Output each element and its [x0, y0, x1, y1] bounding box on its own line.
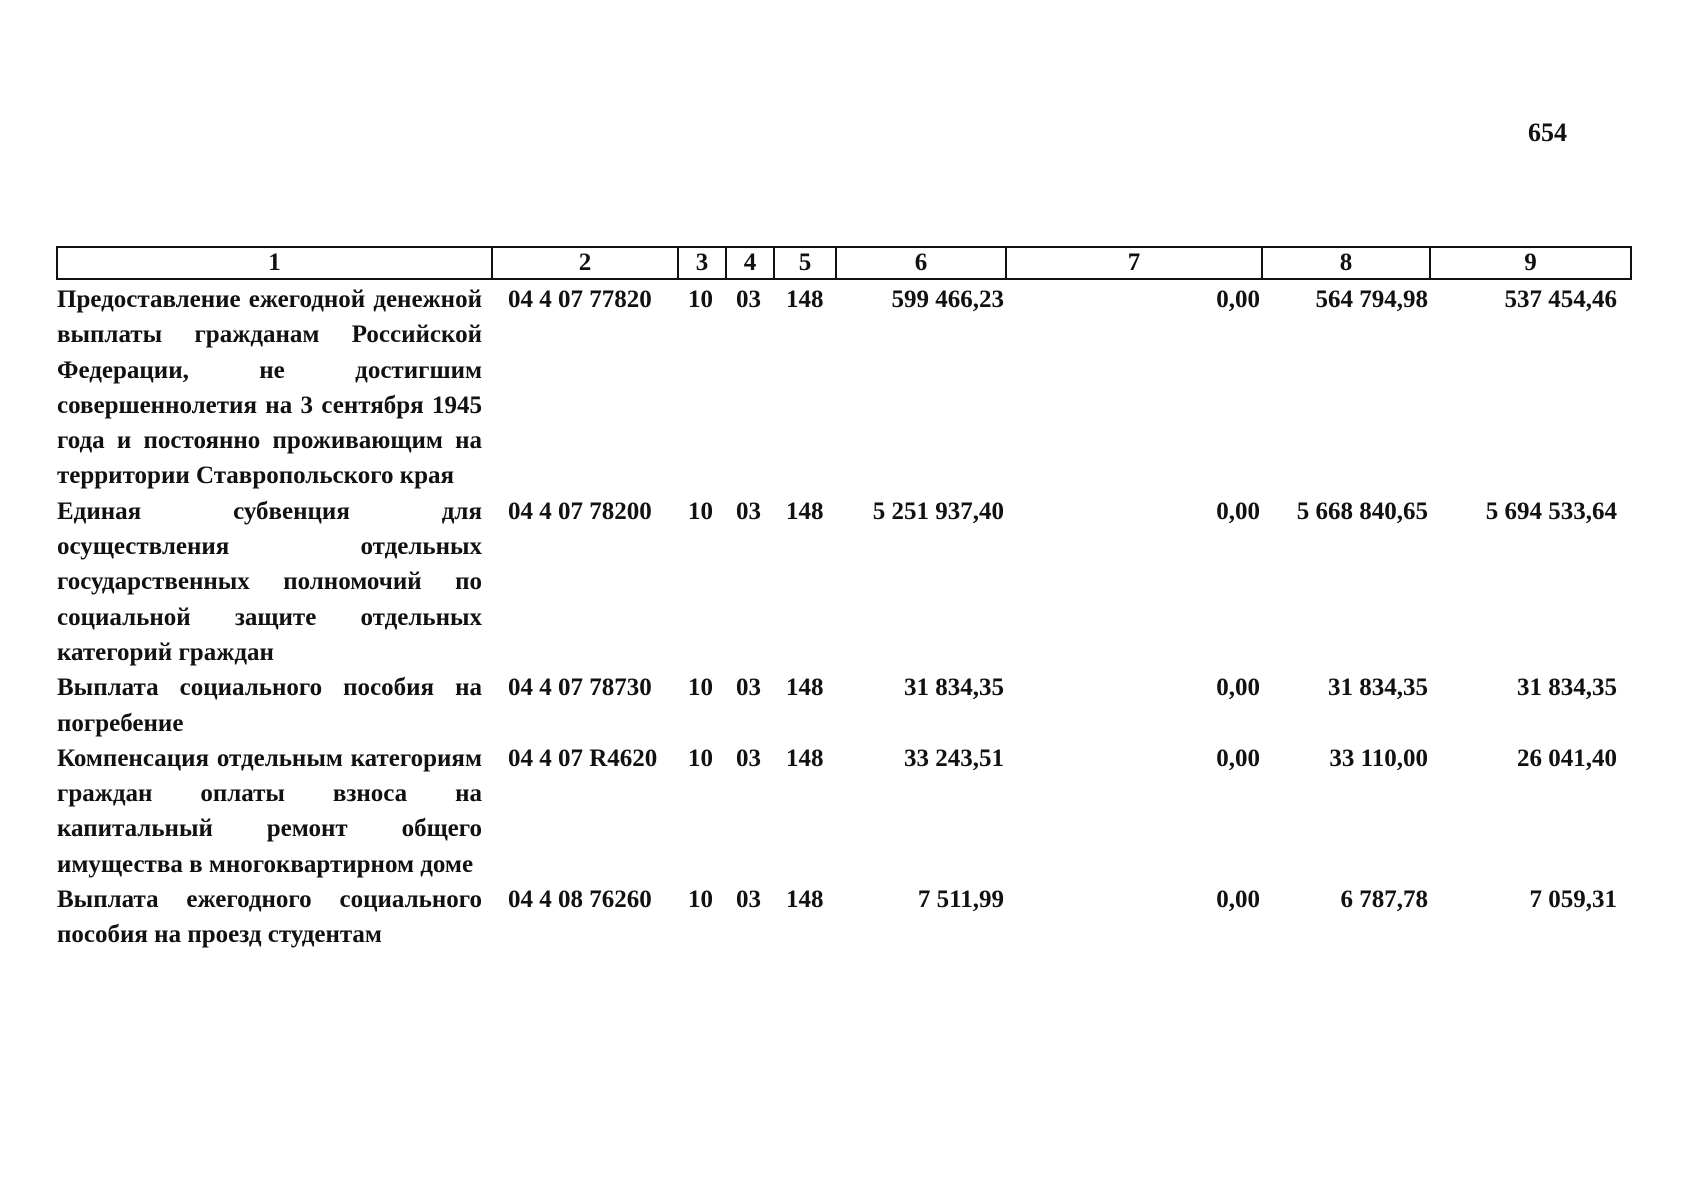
- row-col7: 0,00: [1216, 286, 1260, 313]
- row-col5: 148: [786, 497, 824, 525]
- row-col3: 10: [688, 674, 713, 702]
- row-col9: 26 041,40: [1517, 744, 1617, 772]
- column-header: 1: [57, 247, 492, 279]
- column-header: 8: [1262, 247, 1430, 279]
- column-header: 9: [1430, 247, 1631, 279]
- row-col9: 31 834,35: [1517, 674, 1617, 702]
- row-col5: 148: [786, 286, 824, 313]
- row-col7: 0,00: [1216, 744, 1260, 772]
- row-name: Предоставление ежегодной денежной выплаты гражданам Российской Федерации, не достигшим совершеннолетия на 3 сентября 1945 года и постоянно проживающим на территории Ставропольского края: [57, 286, 482, 490]
- row-col9: 7 059,31: [1529, 886, 1617, 914]
- row-col8: 5 668 840,65: [1296, 497, 1428, 525]
- row-col9: 537 454,46: [1504, 286, 1617, 313]
- row-col8: 31 834,35: [1328, 674, 1428, 702]
- row-col4: 03: [736, 886, 761, 914]
- budget-table: [56, 246, 1632, 953]
- row-code: 04 4 07 78730: [508, 674, 652, 702]
- row-col6: 5 251 937,40: [872, 497, 1004, 525]
- row-code: 04 4 07 78200: [508, 497, 652, 525]
- table-row: [57, 670, 1631, 741]
- row-name: Компенсация отдельным категориям граждан оплаты взноса на капитальный ремонт общего имущества в многоквартирном доме: [57, 744, 482, 878]
- column-header: 7: [1006, 247, 1262, 279]
- row-col7: 0,00: [1216, 674, 1260, 702]
- page-number: 654: [1528, 118, 1567, 147]
- row-col4: 03: [736, 497, 761, 525]
- row-col7: 0,00: [1216, 886, 1260, 914]
- row-name: Выплата социального пособия на погребение: [57, 674, 482, 737]
- row-name: Единая субвенция для осуществления отдельных государственных полномочий по социальной защите отдельных категорий граждан: [57, 497, 482, 666]
- column-header: 5: [774, 247, 836, 279]
- row-col8: 564 794,98: [1315, 286, 1428, 313]
- row-col5: 148: [786, 744, 824, 772]
- row-col9: 5 694 533,64: [1485, 497, 1617, 525]
- column-header: 3: [678, 247, 726, 279]
- row-col8: 6 787,78: [1340, 886, 1428, 914]
- row-col3: 10: [688, 886, 713, 914]
- column-header: 4: [726, 247, 774, 279]
- row-code: 04 4 07 77820: [508, 286, 652, 313]
- row-col4: 03: [736, 744, 761, 772]
- row-col4: 03: [736, 674, 761, 702]
- row-col3: 10: [688, 497, 713, 525]
- table-row: [57, 279, 1631, 494]
- row-col6: 599 466,23: [891, 286, 1004, 313]
- row-col8: 33 110,00: [1329, 744, 1428, 772]
- table-row: [57, 741, 1631, 882]
- table-row: [57, 882, 1631, 953]
- column-header: 2: [492, 247, 678, 279]
- row-code: 04 4 08 76260: [508, 886, 652, 914]
- row-col3: 10: [688, 286, 713, 313]
- row-col5: 148: [786, 886, 824, 914]
- row-col6: 7 511,99: [917, 886, 1004, 914]
- column-header: 6: [836, 247, 1006, 279]
- row-col7: 0,00: [1216, 497, 1260, 525]
- row-col5: 148: [786, 674, 824, 702]
- row-col6: 33 243,51: [904, 744, 1004, 772]
- table-row: [57, 494, 1631, 670]
- row-col4: 03: [736, 286, 761, 313]
- row-name: Выплата ежегодного социального пособия на проезд студентам: [57, 886, 482, 949]
- table-header-row: [57, 247, 1631, 279]
- row-col6: 31 834,35: [904, 674, 1004, 702]
- row-code: 04 4 07 R4620: [508, 744, 658, 772]
- row-col3: 10: [688, 744, 713, 772]
